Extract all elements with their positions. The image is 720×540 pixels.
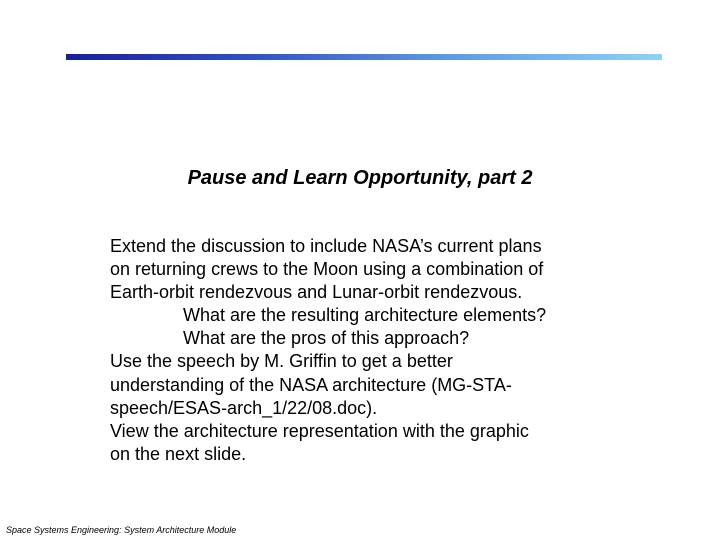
body-line: Extend the discussion to include NASA’s current plans xyxy=(110,236,542,256)
body-question: What are the pros of this approach? xyxy=(183,328,470,349)
body-line: speech/ESAS-arch_1/22/08.doc). xyxy=(110,397,378,418)
body-line: on the next slide. xyxy=(110,443,247,464)
body-line: understanding of the NASA architecture (MG-STA- xyxy=(110,374,512,395)
header-accent-bar xyxy=(66,54,662,60)
body-question: What are the resulting architecture elements? xyxy=(183,305,547,326)
body-line: on returning crews to the Moon using a combination of xyxy=(110,259,544,280)
body-line: Earth-orbit rendezvous and Lunar-orbit rendezvous. xyxy=(110,282,523,303)
body-line: Use the speech by M. Griffin to get a better xyxy=(110,351,453,372)
body-line: View the architecture representation with the graphic xyxy=(110,420,529,441)
slide-title: Pause and Learn Opportunity, part 2 xyxy=(187,167,533,189)
slide-body xyxy=(110,235,670,466)
slide-footer: Space Systems Engineering: System Architecture Module xyxy=(6,525,237,535)
